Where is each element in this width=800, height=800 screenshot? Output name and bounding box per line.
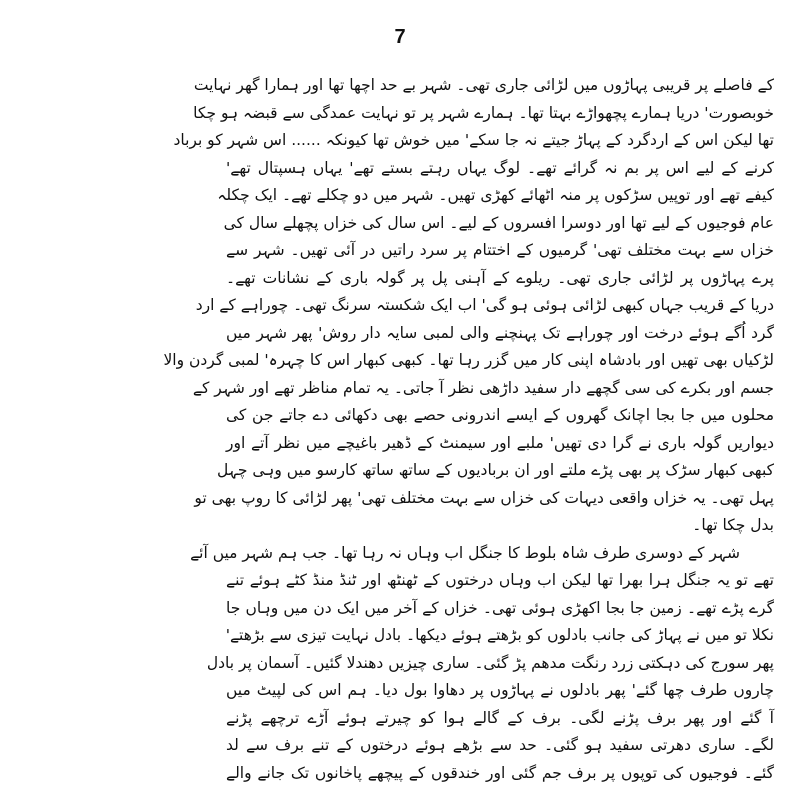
text-line: پرے پہاڑوں پر لڑائی جاری تھی۔ ریلوے کے آہنی پل پر گولہ باری کے نشانات تھے۔ <box>226 268 774 287</box>
text-line: تھا لیکن اس کے اردگرد کے پہاڑ جیتے نہ جا سکے' میں خوش تھا کیونکہ ...... اس شہر کو برباد <box>173 131 774 149</box>
text-line: لگے۔ ساری دھرتی سفید ہو گئی۔ حد سے بڑھے ہوئے درختوں کے تنے برف سے لد <box>226 736 774 754</box>
text-line: خزاں سے بہت مختلف تھی' گرمیوں کے اختتام پر سرد راتیں در آئی تھیں۔ شہر سے <box>226 241 774 259</box>
text-line: بدل چکا تھا۔ <box>692 516 774 534</box>
text-line: خوبصورت' دریا ہمارے پچھواڑے بہتا تھا۔ ہمارے شہر پر تو نہایت عمدگی سے قبضہ ہو چکا <box>193 103 774 122</box>
text-line: کے فاصلے پر قریبی پہاڑوں میں لڑائی جاری تھی۔ شہر بے حد اچھا تھا اور ہمارا گھر نہایت <box>193 76 774 94</box>
text-line: عام فوجیوں کے لیے تھا اور دوسرا افسروں کے لیے۔ اس سال کی خزاں پچھلے سال کی <box>223 213 774 232</box>
paragraph-1 <box>163 72 774 540</box>
text-line: کبھی کبھار سڑک پر بھی پڑے ملتے اور ان بربادیوں کے ساتھ ساتھ کارسو میں وہی چہل <box>217 461 774 479</box>
page-body <box>163 72 774 787</box>
text-line: گئے۔ فوجیوں کی توپوں پر برف جم گئی اور خندقوں کے پیچھے پاخانوں تک جانے والے <box>226 763 774 782</box>
text-line: تھے تو یہ جنگل ہرا بھرا تھا لیکن اب وہاں درختوں کے ٹھنٹھ اور ٹنڈ منڈ کٹے ہوئے تنے <box>226 571 774 589</box>
text-line: جسم اور بکرے کی سی گچھے دار سفید داڑھی نظر آ جاتی۔ یہ تمام مناظر تھے اور شہر کے <box>192 378 774 397</box>
text-line: گرے پڑے تھے۔ زمین جا بجا اکھڑی ہوئی تھی۔ خزاں کے آخر میں ایک دن میں وہاں جا <box>226 598 774 617</box>
text-line: پھر سورج کی دہکتی زرد رنگت مدھم پڑ گئی۔ ساری چیزیں دھندلا گئیں۔ آسمان پر بادل <box>206 653 774 672</box>
text-line: لڑکیاں بھی تھیں اور بادشاہ اپنی کار میں گزر رہا تھا۔ کبھی کبھار اس کا چہرہ' لمبی گردن والا <box>163 351 774 369</box>
text-line: پہل تھی۔ یہ خزاں واقعی دیہات کی خزاں سے بہت مختلف تھی' پھر لڑائی کا روپ بھی تو <box>194 488 774 507</box>
text-line: شہر کے دوسری طرف شاہ بلوط کا جنگل اب وہاں نہ رہا تھا۔ جب ہم شہر میں آئے <box>190 543 740 562</box>
page-number: 7 <box>394 26 406 48</box>
paragraph-2 <box>190 540 774 788</box>
text-line: محلوں میں جا بجا اچانک گھروں کے ایسے اندرونی حصے بھی دکھائی دے جاتے جن کی <box>226 406 774 424</box>
text-line: گرد اُگے ہوئے درخت اور چوراہے تک پہنچنے والی لمبی سایہ دار روش' پھر شہر میں <box>226 323 774 342</box>
text-line: چاروں طرف چھا گئے' پھر بادلوں نے پہاڑوں پر دھاوا بول دیا۔ ہم اس کی لپیٹ میں <box>226 681 774 699</box>
text-line: کیفے تھے اور توپیں سڑکوں پر منہ اٹھائے کھڑی تھیں۔ شہر میں دو چکلے تھے۔ ایک چکلہ <box>217 186 774 204</box>
text-line: دریا کے قریب جہاں کبھی لڑائی ہوئی ہو گی' اب ایک شکستہ سرنگ تھی۔ چوراہے کے ارد <box>195 296 774 314</box>
text-line: آ گئے اور پھر برف پڑنے لگی۔ برف کے گالے ہوا کو چیرتے ہوئے آڑے ترچھے پڑنے <box>226 708 774 727</box>
text-line: کرنے کے لیے اس پر بم نہ گرائے تھے۔ لوگ یہاں رہتے بستے تھے' یہاں ہسپتال تھے' <box>226 158 774 177</box>
text-line: دیواریں گولہ باری نے گرا دی تھیں' ملبے اور سیمنٹ کے ڈھیر باغیچے میں نظر آتے اور <box>226 433 774 452</box>
text-line: نکلا تو میں نے پہاڑ کی جانب بادلوں کو بڑھتے ہوئے دیکھا۔ بادل نہایت تیزی سے بڑھتے' <box>225 626 774 644</box>
